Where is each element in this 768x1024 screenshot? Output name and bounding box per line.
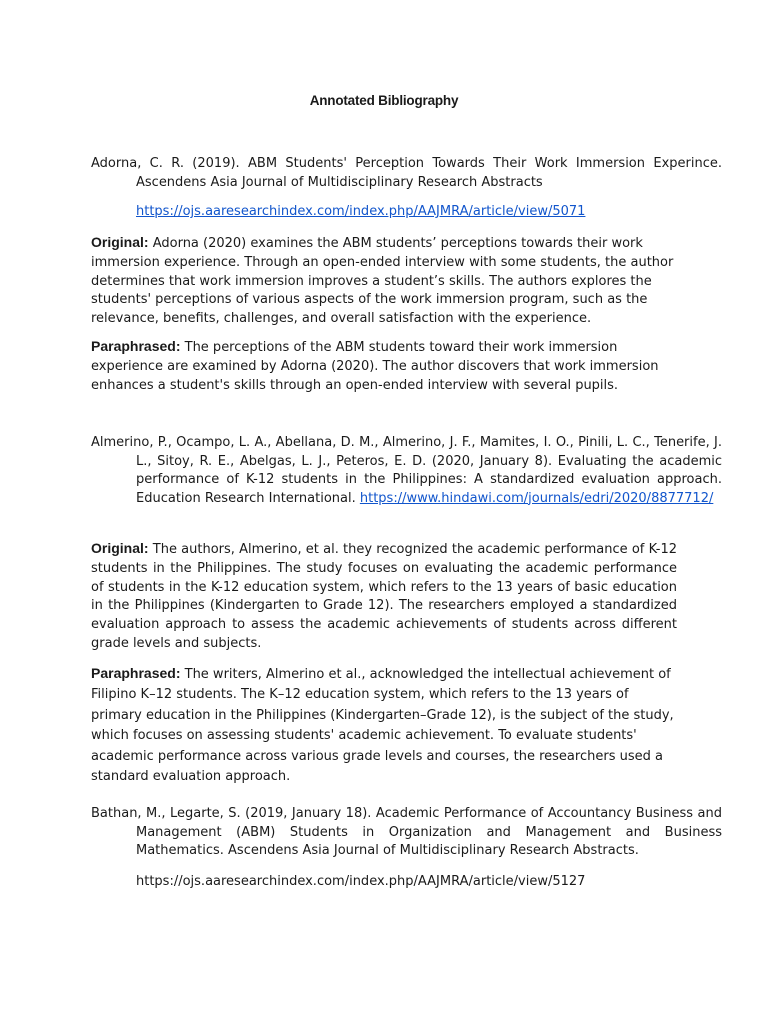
paraphrased-paragraph	[91, 663, 677, 787]
original-text: The authors, Almerino, et al. they recognized the academic performance of K-12 students in the Philippines. The study focuses on evaluating the academic performance of students in the K-12 education system, which refers to the 13 years of basic education in the Philippines (Kindergarten to Grade 12). The researchers employed a standardized evaluation approach to assess the academic achievements of students across different grade levels and subjects.	[91, 542, 677, 651]
reference-link[interactable]: https://ojs.aaresearchindex.com/index.php/AAJMRA/article/view/5071	[136, 204, 586, 219]
paraphrased-label: Paraphrased:	[91, 665, 181, 681]
original-text: Adorna (2020) examines the ABM students’ perceptions towards their work immersion experience. Through an open-ended interview with some students, the author determines that work immersion improves a student’s skills. The authors explores the students' perceptions of various aspects of the work immersion program, such as the relevance, benefits, challenges, and overall satisfaction with the experience.	[91, 236, 674, 327]
reference-link-container	[136, 203, 585, 222]
paraphrased-text: The perceptions of the ABM students toward their work immersion experience are examined by Adorna (2020). The author discovers that work immersion enhances a student's skills through an open-ended interview with several pupils.	[91, 340, 659, 393]
reference-citation-text: Almerino, P., Ocampo, L. A., Abellana, D. M., Almerino, J. F., Mamites, I. O., Pinili, L. C., Tenerife, J. L., Sitoy, R. E., Abelgas, L. J., Peteros, E. D. (2020, January 8). Evaluating the academic performance of K-12 students in the Philippines: A standardized evaluation approach. Education Research International.	[91, 435, 722, 506]
reference-citation: Adorna, C. R. (2019). ABM Students' Perception Towards Their Work Immersion Experince. Ascendens Asia Journal of Multidisciplinary Research Abstracts	[91, 156, 722, 190]
reference-url-container	[136, 873, 585, 892]
paraphrased-label: Paraphrased:	[91, 338, 181, 354]
reference-link[interactable]: https://www.hindawi.com/journals/edri/2020/8877712/	[359, 490, 714, 506]
original-paragraph	[91, 233, 677, 329]
paraphrased-paragraph	[91, 337, 677, 395]
reference-url: https://ojs.aaresearchindex.com/index.php/AAJMRA/article/view/5127	[136, 874, 586, 889]
original-label: Original:	[91, 234, 149, 250]
reference-citation	[91, 434, 722, 508]
paraphrased-text: The writers, Almerino et al., acknowledged the intellectual achievement of Filipino K–12 students. The K–12 education system, which refers to the 13 years of primary education in the Philippines (Kindergarten–Grade 12), is the subject of the study, which focuses on assessing students' academic achievement. To evaluate students' academic performance across various grade levels and courses, the researchers used a standard evaluation approach.	[91, 667, 674, 785]
original-label: Original:	[91, 540, 149, 556]
reference-citation: Bathan, M., Legarte, S. (2019, January 18). Academic Performance of Accountancy Business and Management (ABM) Students in Organization and Management and Business Mathematics. Ascendens Asia Journal of Multidisciplinary Research Abstracts.	[91, 806, 722, 858]
document-title: Annotated Bibliography	[309, 93, 459, 108]
original-paragraph	[91, 539, 677, 654]
